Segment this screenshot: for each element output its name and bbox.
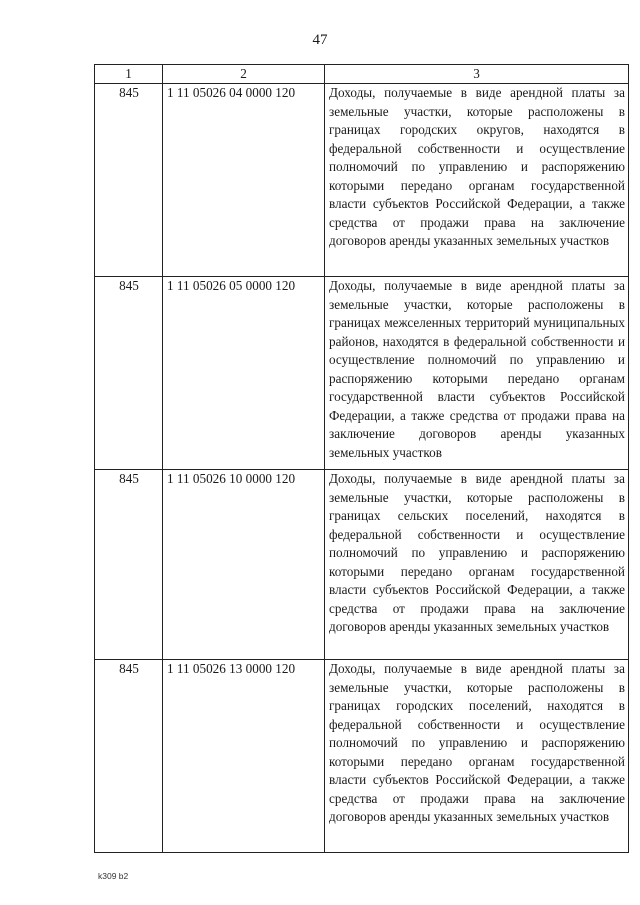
admin-code-cell: 845 <box>95 470 163 660</box>
table-row <box>95 660 629 853</box>
admin-code-cell: 845 <box>95 84 163 277</box>
kbk-code-cell: 1 11 05026 10 0000 120 <box>163 470 325 660</box>
description-cell: Доходы, получаемые в виде арендной платы за земельные участки, которые расположены в границах сельских поселений, находятся в федеральной собственности и осуществление полномочий по управлению и распоряжению которыми передано органам государственной власти субъектов Российской Федерации, а также средства от продажи права на заключение договоров аренды указанных земельных участков <box>325 470 629 660</box>
table-row <box>95 277 629 470</box>
page-number: 47 <box>312 32 328 48</box>
table-row <box>95 470 629 660</box>
table-header-row <box>95 65 629 84</box>
kbk-code-cell: 1 11 05026 04 0000 120 <box>163 84 325 277</box>
kbk-code-cell: 1 11 05026 05 0000 120 <box>163 277 325 470</box>
revenue-table <box>94 64 629 853</box>
column-header: 2 <box>163 65 325 84</box>
column-header: 3 <box>325 65 629 84</box>
column-header: 1 <box>95 65 163 84</box>
table-row <box>95 84 629 277</box>
admin-code-cell: 845 <box>95 277 163 470</box>
description-cell: Доходы, получаемые в виде арендной платы за земельные участки, которые расположены в границах городских поселений, находятся в федеральной собственности и осуществление полномочий по управлению и распоряжению которыми передано органам государственной власти субъектов Российской Федерации, а также средства от продажи права на заключение договоров аренды указанных земельных участков <box>325 660 629 853</box>
description-cell: Доходы, получаемые в виде арендной платы за земельные участки, которые расположены в границах межселенных территорий муниципальных районов, находятся в федеральной собственности и осуществление полномочий по управлению и распоряжению которыми передано органам государственной власти субъектов Российской Федерации, а также средства от продажи права на заключение договоров аренды указанных земельных участков <box>325 277 629 470</box>
admin-code-cell: 845 <box>95 660 163 853</box>
kbk-code-cell: 1 11 05026 13 0000 120 <box>163 660 325 853</box>
footer-code: k309 b2 <box>98 871 129 881</box>
description-cell: Доходы, получаемые в виде арендной платы за земельные участки, которые расположены в границах городских округов, находятся в федеральной собственности и осуществление полномочий по управлению и распоряжению которыми передано органам государственной власти субъектов Российской Федерации, а также средства от продажи права на заключение договоров аренды указанных земельных участков <box>325 84 629 277</box>
